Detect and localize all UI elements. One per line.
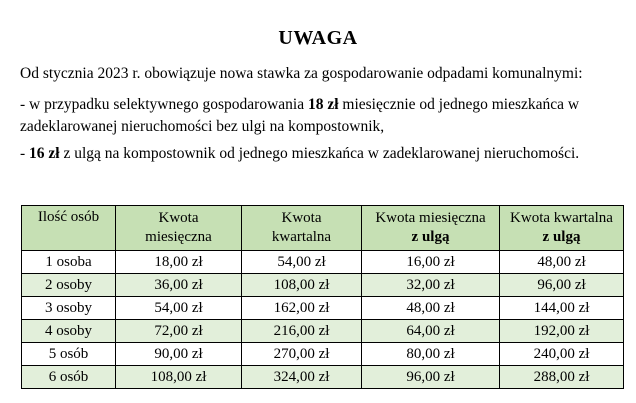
cell-quarterly-discount: 144,00 zł (500, 297, 624, 320)
table-row (22, 343, 624, 366)
cell-persons: 4 osoby (22, 320, 116, 343)
cell-quarterly-discount: 48,00 zł (500, 251, 624, 274)
rates-table (21, 205, 624, 389)
bullet-prefix: - w przypadku selektywnego gospodarowania (20, 96, 308, 113)
header-line1: Kwota miesięczna (375, 210, 486, 226)
cell-persons: 3 osoby (22, 297, 116, 320)
notice-bullet-selective (20, 94, 620, 138)
header-line1: Kwota (281, 210, 322, 226)
cell-quarterly-discount: 240,00 zł (500, 343, 624, 366)
cell-quarterly: 108,00 zł (242, 274, 362, 297)
header-line1: Kwota (158, 210, 199, 226)
table-row (22, 320, 624, 343)
table-row (22, 366, 624, 389)
bullet-suffix: miesięcznie od jednego mieszkańca w zadeklarowanej nieruchomości bez ulgi na kompostownik, (20, 96, 580, 135)
cell-quarterly: 216,00 zł (242, 320, 362, 343)
notice-bullet-compost (20, 143, 620, 165)
header-monthly-discount (362, 206, 500, 251)
cell-monthly-discount: 64,00 zł (362, 320, 500, 343)
header-persons (22, 206, 116, 251)
table-header-row (22, 206, 624, 251)
cell-persons: 5 osób (22, 343, 116, 366)
header-line2: z ulgą (411, 229, 450, 245)
bullet-amount: 16 zł (29, 145, 60, 162)
cell-quarterly: 54,00 zł (242, 251, 362, 274)
table-row (22, 251, 624, 274)
cell-monthly: 18,00 zł (116, 251, 242, 274)
cell-persons: 6 osób (22, 366, 116, 389)
cell-persons: 1 osoba (22, 251, 116, 274)
cell-monthly-discount: 32,00 zł (362, 274, 500, 297)
cell-monthly: 90,00 zł (116, 343, 242, 366)
header-quarterly (242, 206, 362, 251)
table-row (22, 297, 624, 320)
header-line1: Ilość osób (37, 209, 100, 225)
cell-monthly-discount: 80,00 zł (362, 343, 500, 366)
cell-quarterly-discount: 288,00 zł (500, 366, 624, 389)
bullet-prefix: - (20, 145, 30, 162)
notice-intro: Od stycznia 2023 r. obowiązuje nowa stawka za gospodarowanie odpadami komunalnymi: (20, 65, 583, 82)
table-row (22, 274, 624, 297)
cell-monthly-discount: 96,00 zł (362, 366, 500, 389)
bullet-suffix: z ulgą na kompostownik od jednego mieszkańca w zadeklarowanej nieruchomości. (59, 145, 580, 162)
notice-title: UWAGA (278, 27, 358, 49)
header-line2: z ulgą (542, 229, 581, 245)
cell-persons: 2 osoby (22, 274, 116, 297)
header-line2: kwartalna (271, 229, 332, 245)
header-line1: Kwota kwartalna (510, 210, 613, 226)
cell-monthly-discount: 48,00 zł (362, 297, 500, 320)
header-line2: miesięczna (145, 229, 212, 245)
header-monthly (116, 206, 242, 251)
cell-monthly: 54,00 zł (116, 297, 242, 320)
bullet-amount: 18 zł (307, 96, 339, 113)
cell-monthly: 72,00 zł (116, 320, 242, 343)
cell-monthly: 108,00 zł (116, 366, 242, 389)
cell-quarterly: 270,00 zł (242, 343, 362, 366)
cell-monthly-discount: 16,00 zł (362, 251, 500, 274)
cell-quarterly: 162,00 zł (242, 297, 362, 320)
cell-quarterly: 324,00 zł (242, 366, 362, 389)
cell-quarterly-discount: 96,00 zł (500, 274, 624, 297)
cell-quarterly-discount: 192,00 zł (500, 320, 624, 343)
header-quarterly-discount (500, 206, 624, 251)
cell-monthly: 36,00 zł (116, 274, 242, 297)
